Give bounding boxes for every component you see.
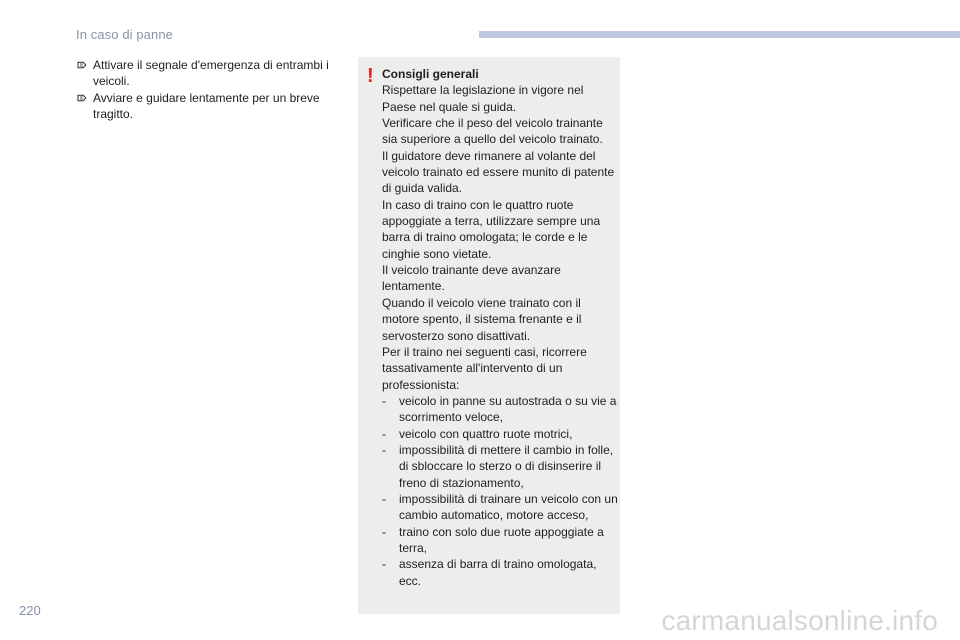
warning-list-item [382, 393, 618, 426]
dash-marker: - [382, 524, 386, 539]
warning-panel [358, 57, 620, 614]
warning-list-item [382, 491, 618, 524]
warning-paragraph: Quando il veicolo viene trainato con il motore spento, il sistema frenante e il servosterzo sono disattivati. [382, 295, 582, 343]
list-item-text: impossibilità di trainare un veicolo con un cambio automatico, motore acceso, [399, 491, 618, 523]
instruction-item [76, 90, 338, 123]
dash-marker: - [382, 426, 386, 441]
warning-list-item [382, 524, 618, 557]
page-number: 220 [19, 603, 41, 618]
list-item-text: assenza di barra di traino omologata, ecc. [399, 557, 597, 588]
dash-marker: - [382, 557, 386, 572]
list-item-text: impossibilità di mettere il cambio in folle, di sbloccare lo sterzo o di disinserire il freno di stazionamento, [399, 442, 614, 490]
warning-paragraph: Il veicolo trainante deve avanzare lentamente. [382, 263, 561, 294]
header-bar [479, 31, 960, 38]
instruction-text: Attivare il segnale d'emergenza di entrambi i veicoli. [93, 58, 329, 89]
section-title: In caso di panne [76, 27, 174, 42]
exclamation-icon: ! [367, 65, 374, 87]
instructions-column [76, 57, 338, 122]
pointing-hand-icon [77, 60, 87, 70]
warning-list-item [382, 442, 618, 491]
warning-title: Consigli generali [382, 67, 479, 81]
watermark: carmanualsonline.info [661, 605, 938, 636]
list-item-text: veicolo con quattro ruote motrici, [399, 426, 573, 441]
dash-marker: - [382, 491, 386, 506]
dash-marker: - [382, 393, 386, 408]
warning-paragraph: Per il traino nei seguenti casi, ricorrere tassativamente all'intervento di un professionista: [382, 344, 587, 392]
instruction-item [76, 57, 338, 90]
pointing-hand-icon [77, 93, 87, 103]
warning-list-item [382, 426, 618, 442]
warning-paragraph: In caso di traino con le quattro ruote appoggiate a terra, utilizzare sempre una barra di traino omologata; le corde e le cinghie sono vietate. [382, 197, 601, 261]
warning-content [382, 66, 618, 589]
instruction-text: Avviare e guidare lentamente per un breve tragitto. [93, 90, 320, 121]
dash-marker: - [382, 442, 386, 457]
warning-list-item [382, 556, 618, 589]
warning-paragraph: Il guidatore deve rimanere al volante del veicolo trainato ed essere munito di patente di guida valida. [382, 148, 615, 196]
list-item-text: veicolo in panne su autostrada o su vie a scorrimento veloce, [399, 393, 617, 425]
list-item-text: traino con solo due ruote appoggiate a terra, [399, 524, 604, 555]
warning-paragraph: Verificare che il peso del veicolo trainante sia superiore a quello del veicolo trainato. [382, 116, 603, 147]
warning-paragraph: Rispettare la legislazione in vigore nel Paese nel quale si guida. [382, 83, 584, 114]
